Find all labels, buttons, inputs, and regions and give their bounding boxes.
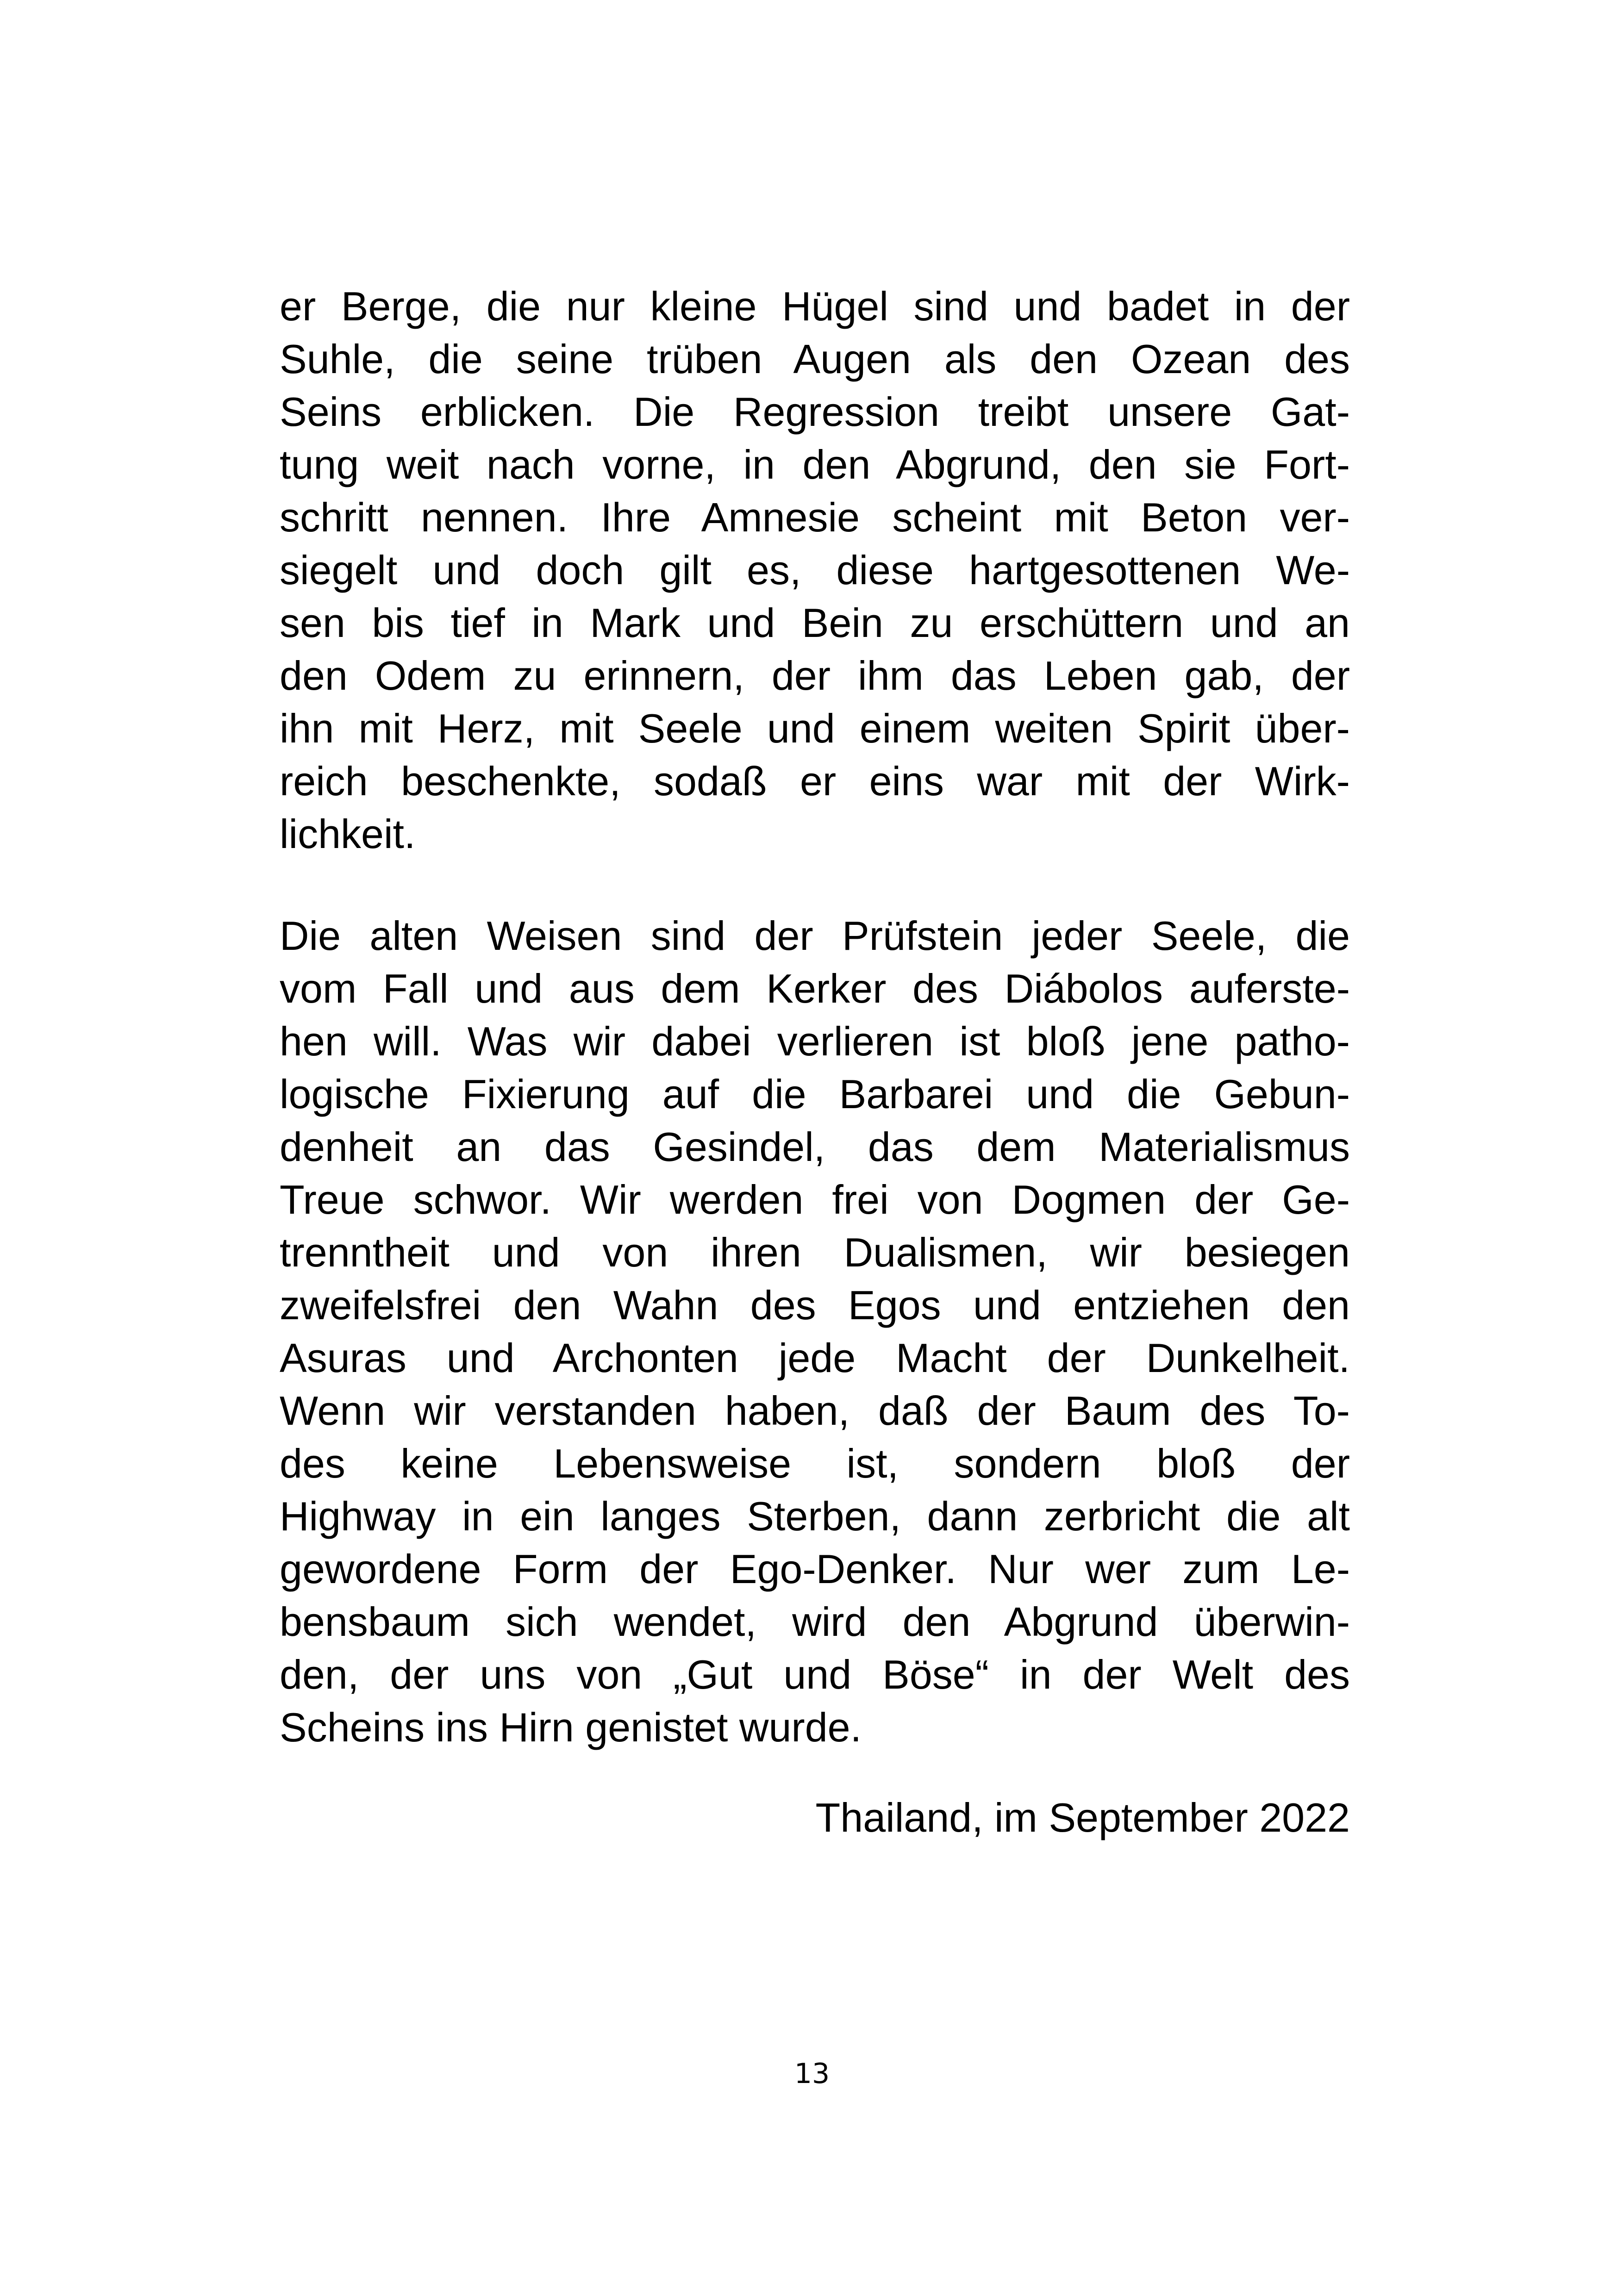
text-line: ihn mit Herz, mit Seele und einem weiten Spirit über- [280,705,1350,751]
text-line: reich beschenkte, sodaß er eins war mit der Wirk- [280,758,1350,804]
text-line: vom Fall und aus dem Kerker des Diábolos auferste- [280,966,1350,1011]
text-line: lichkeit. [280,811,416,857]
page-number: 13 [794,2058,830,2090]
text-line: siegelt und doch gilt es, diese hartgesottenen We- [280,547,1350,593]
text-line: er Berge, die nur kleine Hügel sind und badet in der [280,283,1350,329]
text-line: Die alten Weisen sind der Prüfstein jeder Seele, die [280,913,1350,959]
text-line: Wenn wir verstanden haben, daß der Baum des To- [280,1388,1350,1434]
text-line: Treue schwor. Wir werden frei von Dogmen der Ge- [280,1177,1350,1222]
text-line: sen bis tief in Mark und Bein zu erschüttern und an [280,600,1350,646]
text-line: logische Fixierung auf die Barbarei und die Gebun- [280,1071,1350,1117]
paragraph-1 [280,280,1350,861]
text-line: trenntheit und von ihren Dualismen, wir besiegen [280,1229,1350,1275]
place-date-signature: Thailand, im September 2022 [815,1795,1350,1840]
text-line: tung weit nach vorne, in den Abgrund, den sie Fort- [280,442,1350,487]
text-line: den, der uns von „Gut und Böse“ in der Welt des [280,1652,1350,1697]
text-line: des keine Lebensweise ist, sondern bloß der [280,1441,1350,1486]
text-line: den Odem zu erinnern, der ihm das Leben gab, der [280,653,1350,698]
text-line: Suhle, die seine trüben Augen als den Ozean des [280,336,1350,382]
text-line: zweifelsfrei den Wahn des Egos und entziehen den [280,1282,1350,1328]
paragraph-2 [280,910,1350,1754]
text-line: Scheins ins Hirn genistet wurde. [280,1704,862,1750]
text-line: bensbaum sich wendet, wird den Abgrund überwin- [280,1599,1350,1645]
text-line: Asuras und Archonten jede Macht der Dunkelheit. [280,1335,1350,1381]
text-line: denheit an das Gesindel, das dem Materialismus [280,1124,1350,1170]
text-line: Highway in ein langes Sterben, dann zerbricht die alt [280,1493,1350,1539]
text-line: schritt nennen. Ihre Amnesie scheint mit Beton ver- [280,494,1350,540]
text-line: gewordene Form der Ego-Denker. Nur wer zum Le- [280,1546,1350,1592]
text-line: Seins erblicken. Die Regression treibt unsere Gat- [280,389,1350,435]
text-line: hen will. Was wir dabei verlieren ist bloß jene patho- [280,1018,1350,1064]
